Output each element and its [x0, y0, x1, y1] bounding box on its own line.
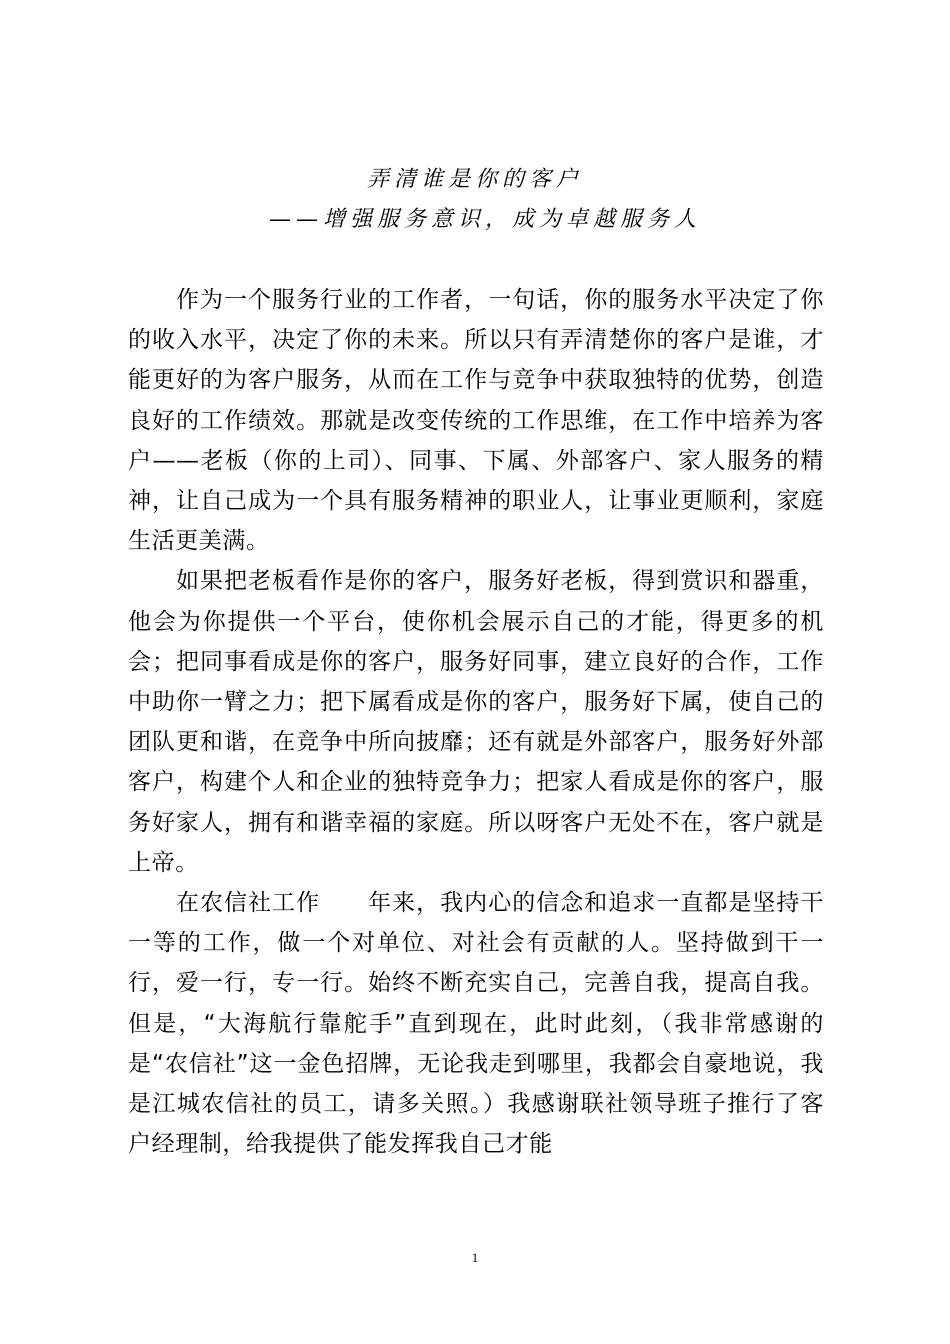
page-subtitle: ——增强服务意识，成为卓越服务人 — [268, 207, 701, 232]
paragraph: 如果把老板看作是你的客户，服务好老板，得到赏识和器重，他会为你提供一个平台，使你机会展示自己的才能，得更多的机会；把同事看成是你的客户，服务好同事，建立良好的合作，工作中助你一臂之力；把下属看成是你的客户，服务好下属，使自己的团队更和谐，在竞争中所向披靡；还有就是外部客户，服务好外部客户，构建个人和企业的独特竞争力；把家人看成是你的客户，服务好家人，拥有和谐幸福的家庭。所以呀客户无处不在，客户就是上帝。 — [128, 568, 824, 876]
page-number: 1 — [471, 1250, 479, 1265]
title-block — [0, 160, 950, 240]
paragraph: 在农信社工作 年来，我内心的信念和追求一直都是坚持干一等的工作，做一个对单位、对社会有贡献的人。坚持做到干一行，爱一行，专一行。始终不断充实自己，完善自我，提高自我。但是，“大海航行靠舵手”直到现在，此时此刻，（我非常感谢的是“农信社”这一金色招牌，无论我走到哪里，我都会自豪地说，我是江城农信社的员工，请多关照。）我感谢联社领导班子推行了客户经理制，给我提供了能发挥我自己才能 — [128, 890, 824, 1158]
page-title: 弄清谁是你的客户 — [366, 167, 583, 192]
paragraph: 作为一个服务行业的工作者，一句话，你的服务水平决定了你的收入水平，决定了你的未来。所以只有弄清楚你的客户是谁，才能更好的为客户服务，从而在工作与竞争中获取独特的优势，创造良好的工作绩效。那就是改变传统的工作思维，在工作中培养为客户——老板（你的上司）、同事、下属、外部客户、家人服务的精神，让自己成为一个具有服务精神的职业人，让事业更顺利，家庭生活更美满。 — [128, 287, 824, 555]
body-text — [128, 280, 824, 1164]
